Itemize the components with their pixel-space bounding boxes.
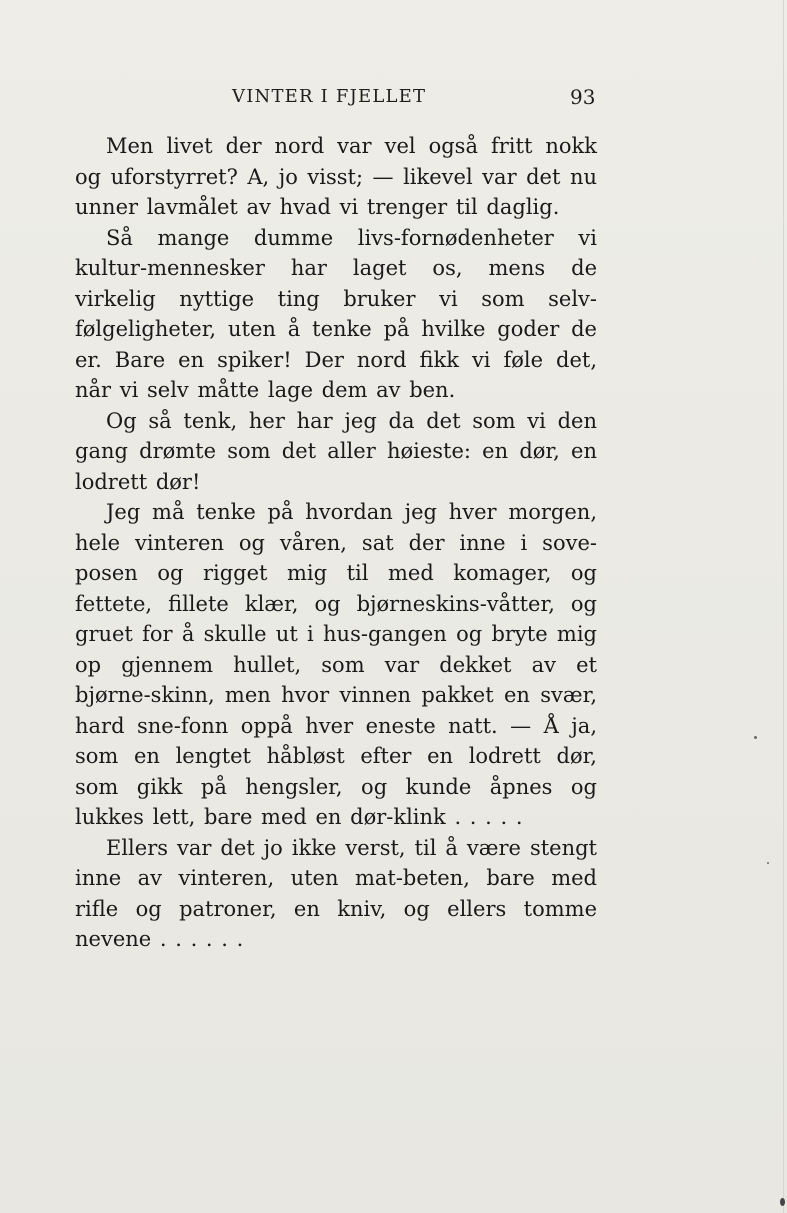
body-text xyxy=(75,131,597,955)
paragraph: Ellers var det jo ikke verst, til å være stengt inne av vinteren, uten mat-beten, bare med rifle og patroner, en kniv, og ellers tomme nevene . . . . . . xyxy=(75,835,597,951)
paper-speck xyxy=(754,736,757,739)
paper-speck xyxy=(780,1198,785,1206)
running-title: VINTER I FJELLET xyxy=(232,86,427,107)
paragraph: Så mange dumme livs-fornødenheter vi kultur-mennesker har laget os, mens de virkelig nyttige ting bruker vi som selv-følgeligheter, uten å tenke på hvilke goder de er. Bare en spiker! Der nord fikk vi føle det, når vi selv måtte lage dem av ben. xyxy=(75,225,597,402)
paper-speck xyxy=(767,862,769,864)
paragraph: Jeg må tenke på hvordan jeg hver morgen, hele vinteren og våren, sat der inne i sove-posen og rigget mig til med komager, og fettete, fillete klær, og bjørneskins-våtter, og gruet for å skulle ut i hus-gangen og bryte mig op gjennem hullet, som var dekket av et bjørne-skinn, men hvor vinnen pakket en svær, hard sne-fonn oppå hver eneste natt. — Å ja, som en lengtet håbløst efter en lodrett dør, som gikk på hengsler, og kunde åpnes og lukkes lett, bare med en dør-klink . . . . . xyxy=(75,500,597,829)
paragraph: Men livet der nord var vel også fritt nokk og uforstyrret? A, jo visst; — likevel var det nu unner lavmålet av hvad vi trenger til daglig. xyxy=(75,134,597,219)
page-number: 93 xyxy=(570,85,596,109)
page-edge xyxy=(783,0,784,1213)
paragraph: Og så tenk, her har jeg da det som vi den gang drømte som det aller høieste: en dør, en lodrett dør! xyxy=(75,408,597,494)
